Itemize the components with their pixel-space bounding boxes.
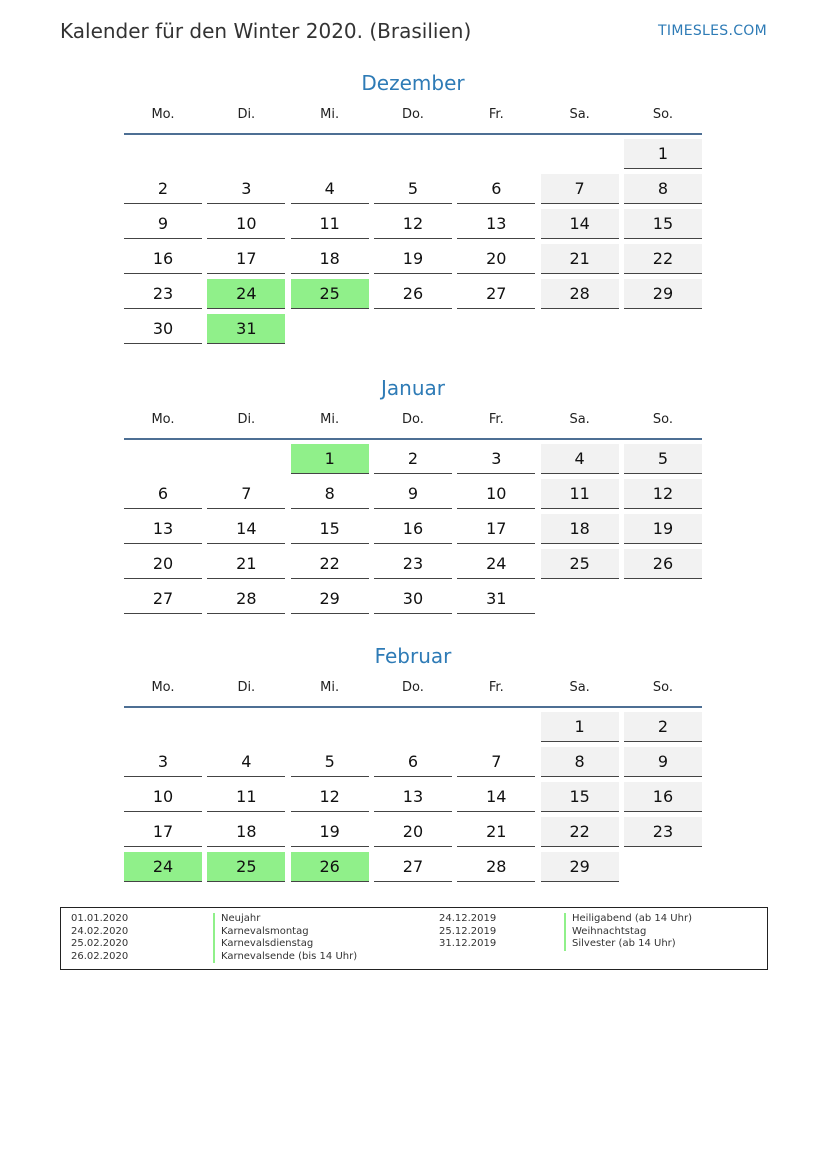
legend-dates-left (71, 913, 128, 963)
empty-day-cell (374, 314, 452, 344)
weekday-label: Mo. (151, 412, 175, 427)
empty-day-cell (457, 314, 535, 344)
weekday-label: Di. (237, 680, 256, 695)
header-rule (124, 133, 702, 135)
day-cell: 3 (124, 747, 202, 777)
day-cell: 7 (541, 174, 619, 204)
day-cell: 15 (541, 782, 619, 812)
day-cell: 28 (541, 279, 619, 309)
weekday-header (124, 410, 702, 430)
day-cell: 2 (374, 444, 452, 474)
weekday-label: Fr. (488, 107, 504, 122)
day-cell: 23 (374, 549, 452, 579)
day-cell: 10 (124, 782, 202, 812)
legend-dates-right (439, 913, 496, 951)
week-row (124, 817, 702, 847)
day-cell: 20 (124, 549, 202, 579)
week-row (124, 584, 702, 614)
day-cell: 6 (457, 174, 535, 204)
day-cell: 11 (207, 782, 285, 812)
legend-date: 25.02.2020 (71, 938, 129, 949)
day-cell: 11 (541, 479, 619, 509)
weekday-label: Mi. (320, 680, 340, 695)
empty-day-cell (291, 139, 369, 169)
day-cell: 31 (457, 584, 535, 614)
day-cell: 29 (291, 584, 369, 614)
weekday-label: Sa. (569, 680, 590, 695)
day-cell: 9 (374, 479, 452, 509)
day-cell: 12 (374, 209, 452, 239)
day-cell: 8 (624, 174, 702, 204)
empty-day-cell (624, 852, 702, 882)
day-cell: 21 (207, 549, 285, 579)
week-row (124, 139, 702, 169)
holiday-day-cell: 25 (207, 852, 285, 882)
week-row (124, 244, 702, 274)
brand-link[interactable]: TIMESLES.COM (658, 23, 767, 39)
month-february (124, 642, 702, 887)
day-cell: 26 (624, 549, 702, 579)
day-cell: 15 (624, 209, 702, 239)
day-cell: 21 (457, 817, 535, 847)
day-cell: 10 (207, 209, 285, 239)
day-cell: 30 (124, 314, 202, 344)
empty-day-cell (541, 139, 619, 169)
holiday-day-cell: 1 (291, 444, 369, 474)
day-cell: 14 (457, 782, 535, 812)
week-row (124, 712, 702, 742)
day-cell: 22 (624, 244, 702, 274)
weekday-header (124, 678, 702, 698)
week-grid (124, 712, 702, 882)
day-cell: 23 (624, 817, 702, 847)
legend-holiday-name: Karnevalsmontag (213, 926, 357, 939)
page-title: Kalender für den Winter 2020. (Brasilien) (60, 19, 472, 43)
empty-day-cell (291, 712, 369, 742)
week-row (124, 747, 702, 777)
day-cell: 27 (457, 279, 535, 309)
legend-date: 31.12.2019 (439, 938, 497, 949)
day-cell: 12 (624, 479, 702, 509)
day-cell: 14 (207, 514, 285, 544)
day-cell: 3 (457, 444, 535, 474)
day-cell: 24 (457, 549, 535, 579)
weekday-label: Fr. (488, 412, 504, 427)
day-cell: 29 (624, 279, 702, 309)
day-cell: 17 (207, 244, 285, 274)
weekday-label: Di. (237, 107, 256, 122)
day-cell: 22 (291, 549, 369, 579)
holiday-day-cell: 31 (207, 314, 285, 344)
holiday-day-cell: 24 (124, 852, 202, 882)
holiday-day-cell: 26 (291, 852, 369, 882)
weekday-label: Mi. (320, 412, 340, 427)
holiday-day-cell: 24 (207, 279, 285, 309)
day-cell: 3 (207, 174, 285, 204)
month-january (124, 374, 702, 619)
legend-date: 24.02.2020 (71, 925, 129, 937)
day-cell: 11 (291, 209, 369, 239)
day-cell: 20 (457, 244, 535, 274)
day-cell: 23 (124, 279, 202, 309)
empty-day-cell (207, 712, 285, 742)
day-cell: 20 (374, 817, 452, 847)
day-cell: 7 (457, 747, 535, 777)
day-cell: 13 (374, 782, 452, 812)
day-cell: 12 (291, 782, 369, 812)
empty-day-cell (124, 712, 202, 742)
empty-day-cell (457, 139, 535, 169)
week-row (124, 174, 702, 204)
legend-names-right (564, 913, 692, 951)
day-cell: 5 (374, 174, 452, 204)
legend-date: 01.01.2020 (71, 913, 129, 924)
weekday-label: Fr. (488, 680, 504, 695)
day-cell: 18 (541, 514, 619, 544)
empty-day-cell (541, 584, 619, 614)
day-cell: 16 (374, 514, 452, 544)
day-cell: 4 (207, 747, 285, 777)
weekday-label: Mo. (151, 107, 175, 122)
day-cell: 21 (541, 244, 619, 274)
day-cell: 14 (541, 209, 619, 239)
legend-date: 26.02.2020 (71, 950, 129, 962)
day-cell: 13 (457, 209, 535, 239)
day-cell: 16 (624, 782, 702, 812)
empty-day-cell (124, 139, 202, 169)
legend-holiday-name: Neujahr (213, 913, 357, 926)
week-row (124, 782, 702, 812)
week-grid (124, 139, 702, 344)
weekday-label: So. (652, 107, 674, 122)
empty-day-cell (207, 444, 285, 474)
holiday-day-cell: 25 (291, 279, 369, 309)
week-row (124, 514, 702, 544)
month-title: Februar (374, 644, 452, 668)
day-cell: 2 (624, 712, 702, 742)
week-row (124, 479, 702, 509)
empty-day-cell (624, 584, 702, 614)
day-cell: 30 (374, 584, 452, 614)
day-cell: 19 (291, 817, 369, 847)
weekday-label: Do. (402, 680, 424, 695)
day-cell: 16 (124, 244, 202, 274)
day-cell: 27 (374, 852, 452, 882)
legend-holiday-name: Heiligabend (ab 14 Uhr) (564, 913, 692, 926)
empty-day-cell (457, 712, 535, 742)
legend-holiday-name: Karnevalsende (bis 14 Uhr) (213, 951, 357, 964)
week-row (124, 279, 702, 309)
day-cell: 29 (541, 852, 619, 882)
holiday-legend (60, 907, 768, 970)
month-title: Dezember (361, 71, 465, 95)
day-cell: 19 (624, 514, 702, 544)
empty-day-cell (207, 139, 285, 169)
day-cell: 25 (541, 549, 619, 579)
week-grid (124, 444, 702, 614)
header-rule (124, 438, 702, 440)
day-cell: 13 (124, 514, 202, 544)
legend-holiday-name: Silvester (ab 14 Uhr) (564, 938, 692, 951)
weekday-label: Mi. (320, 107, 340, 122)
week-row (124, 209, 702, 239)
week-row (124, 852, 702, 882)
day-cell: 28 (207, 584, 285, 614)
day-cell: 26 (374, 279, 452, 309)
day-cell: 9 (124, 209, 202, 239)
weekday-label: Do. (402, 412, 424, 427)
legend-names-left (213, 913, 357, 963)
week-row (124, 444, 702, 474)
month-title: Januar (381, 376, 445, 400)
day-cell: 9 (624, 747, 702, 777)
header-rule (124, 706, 702, 708)
day-cell: 18 (291, 244, 369, 274)
day-cell: 6 (124, 479, 202, 509)
empty-day-cell (624, 314, 702, 344)
weekday-label: Sa. (569, 412, 590, 427)
day-cell: 5 (291, 747, 369, 777)
weekday-label: Do. (402, 107, 424, 122)
weekday-label: So. (652, 412, 674, 427)
day-cell: 19 (374, 244, 452, 274)
legend-date: 24.12.2019 (439, 913, 497, 924)
day-cell: 8 (541, 747, 619, 777)
day-cell: 1 (624, 139, 702, 169)
empty-day-cell (124, 444, 202, 474)
day-cell: 5 (624, 444, 702, 474)
day-cell: 22 (541, 817, 619, 847)
day-cell: 28 (457, 852, 535, 882)
day-cell: 10 (457, 479, 535, 509)
empty-day-cell (374, 139, 452, 169)
weekday-label: Di. (237, 412, 256, 427)
day-cell: 8 (291, 479, 369, 509)
week-row (124, 549, 702, 579)
day-cell: 15 (291, 514, 369, 544)
day-cell: 7 (207, 479, 285, 509)
empty-day-cell (374, 712, 452, 742)
day-cell: 17 (124, 817, 202, 847)
weekday-label: So. (652, 680, 674, 695)
empty-day-cell (541, 314, 619, 344)
month-december (124, 69, 702, 349)
legend-holiday-name: Karnevalsdienstag (213, 938, 357, 951)
day-cell: 27 (124, 584, 202, 614)
day-cell: 2 (124, 174, 202, 204)
legend-date: 25.12.2019 (439, 925, 497, 937)
day-cell: 6 (374, 747, 452, 777)
weekday-label: Sa. (569, 107, 590, 122)
empty-day-cell (291, 314, 369, 344)
weekday-label: Mo. (151, 680, 175, 695)
legend-holiday-name: Weihnachtstag (564, 926, 692, 939)
day-cell: 17 (457, 514, 535, 544)
day-cell: 4 (541, 444, 619, 474)
day-cell: 18 (207, 817, 285, 847)
week-row (124, 314, 702, 344)
day-cell: 1 (541, 712, 619, 742)
day-cell: 4 (291, 174, 369, 204)
weekday-header (124, 105, 702, 125)
